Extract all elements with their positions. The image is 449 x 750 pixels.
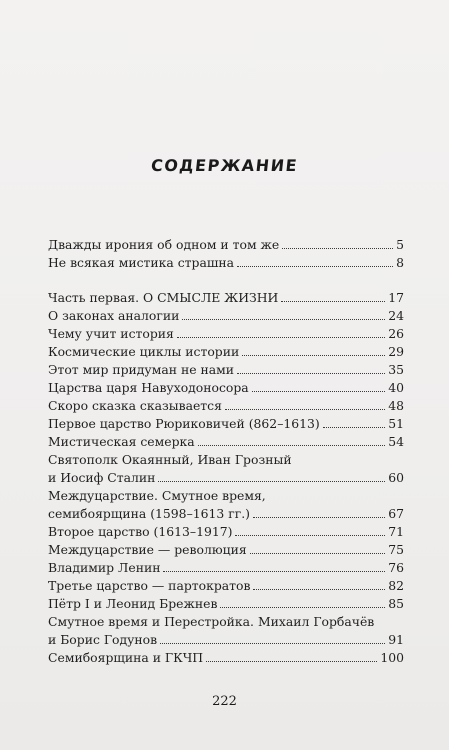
toc-entry-title: Третье царство — партократов	[48, 578, 251, 593]
dot-leader	[160, 643, 385, 644]
toc-entry-title-line: Смутное время и Перестройка. Михаил Горбачёв	[48, 614, 375, 629]
dot-leader	[282, 248, 393, 249]
toc-entry-page: 24	[388, 308, 404, 323]
dot-leader	[252, 391, 386, 392]
toc-entry-page: 8	[396, 255, 404, 270]
toc-entry	[48, 254, 404, 272]
toc-entry-title: и Борис Годунов	[48, 632, 158, 647]
toc-entry-title: Мистическая семерка	[48, 434, 195, 449]
dot-leader	[242, 355, 385, 356]
toc-entry	[48, 397, 404, 415]
dot-leader	[163, 571, 385, 572]
dot-leader	[281, 301, 385, 302]
dot-leader	[206, 661, 377, 662]
dot-leader	[177, 337, 385, 338]
toc-entry	[48, 487, 404, 523]
toc-group-part-one	[48, 289, 404, 667]
toc-entry	[48, 325, 404, 343]
toc-entry-title: О законах аналогии	[48, 308, 180, 323]
toc-entry	[48, 613, 404, 649]
toc-entry-page: 82	[388, 578, 404, 593]
toc-entry-title: Второе царство (1613–1917)	[48, 524, 233, 539]
table-of-contents	[48, 236, 404, 667]
toc-entry-page: 40	[388, 380, 404, 395]
toc-entry-last-line	[48, 469, 404, 487]
toc-entry-title: Этот мир придуман не нами	[48, 362, 235, 377]
toc-entry-last-line	[48, 631, 404, 649]
toc-entry	[48, 595, 404, 613]
dot-leader	[158, 481, 385, 482]
dot-leader	[198, 445, 386, 446]
toc-entry-title-line: Святополк Окаянный, Иван Грозный	[48, 452, 292, 467]
toc-entry	[48, 379, 404, 397]
toc-entry	[48, 649, 404, 667]
toc-entry-last-line	[48, 505, 404, 523]
dot-leader	[182, 319, 385, 320]
toc-entry-title: Космические циклы истории	[48, 344, 240, 359]
toc-entry	[48, 559, 404, 577]
toc-entry-title: Семибоярщина и ГКЧП	[48, 650, 204, 665]
toc-entry-title: семибоярщина (1598–1613 гг.)	[48, 506, 250, 521]
dot-leader	[237, 266, 393, 267]
toc-entry-title: Часть первая. О СМЫСЛЕ ЖИЗНИ	[48, 290, 279, 305]
dot-leader	[250, 553, 386, 554]
dot-leader	[323, 427, 385, 428]
toc-entry-title: Первое царство Рюриковичей (862–1613)	[48, 416, 320, 431]
page-number: 222	[212, 694, 237, 709]
toc-entry-page: 75	[388, 542, 404, 557]
toc-entry-title: Не всякая мистика страшна	[48, 255, 234, 270]
toc-entry-title: Царства царя Навуходоносора	[48, 380, 249, 395]
toc-entry-title: и Иосиф Сталин	[48, 470, 156, 485]
dot-leader	[237, 373, 385, 374]
toc-entry-page: 85	[388, 596, 404, 611]
toc-group-intro	[48, 236, 404, 272]
toc-entry-page: 91	[388, 632, 404, 647]
toc-entry-page: 26	[388, 326, 404, 341]
toc-entry-page: 54	[388, 434, 404, 449]
toc-entry	[48, 433, 404, 451]
toc-entry-page: 29	[388, 344, 404, 359]
dot-leader	[220, 607, 385, 608]
toc-entry-title-line: Междуцарствие. Смутное время,	[48, 488, 266, 503]
toc-entry-page: 17	[388, 290, 404, 305]
dot-leader	[235, 535, 385, 536]
toc-entry-title: Пётр I и Леонид Брежнев	[48, 596, 218, 611]
toc-entry-page: 35	[388, 362, 404, 377]
toc-entry-page: 76	[388, 560, 404, 575]
toc-entry	[48, 307, 404, 325]
dot-leader	[253, 517, 385, 518]
toc-entry	[48, 361, 404, 379]
toc-entry	[48, 236, 404, 254]
toc-entry-title: Междуцарствие — революция	[48, 542, 247, 557]
toc-entry	[48, 541, 404, 559]
toc-entry-page: 100	[380, 650, 404, 665]
toc-entry	[48, 523, 404, 541]
toc-entry-title: Владимир Ленин	[48, 560, 161, 575]
toc-entry-title: Скоро сказка сказывается	[48, 398, 222, 413]
dot-leader	[225, 409, 385, 410]
toc-entry-page: 5	[396, 237, 404, 252]
toc-entry-page: 71	[388, 524, 404, 539]
toc-entry-title: Дважды ирония об одном и том же	[48, 237, 280, 252]
dot-leader	[253, 589, 385, 590]
toc-entry-page: 48	[388, 398, 404, 413]
toc-entry-page: 67	[388, 506, 404, 521]
page-title: СОДЕРЖАНИЕ	[150, 156, 299, 175]
toc-entry	[48, 577, 404, 595]
toc-entry	[48, 415, 404, 433]
toc-entry-page: 60	[388, 470, 404, 485]
toc-entry-title: Чему учит история	[48, 326, 174, 341]
toc-entry	[48, 289, 404, 307]
toc-entry	[48, 451, 404, 487]
toc-entry	[48, 343, 404, 361]
toc-entry-page: 51	[388, 416, 404, 431]
